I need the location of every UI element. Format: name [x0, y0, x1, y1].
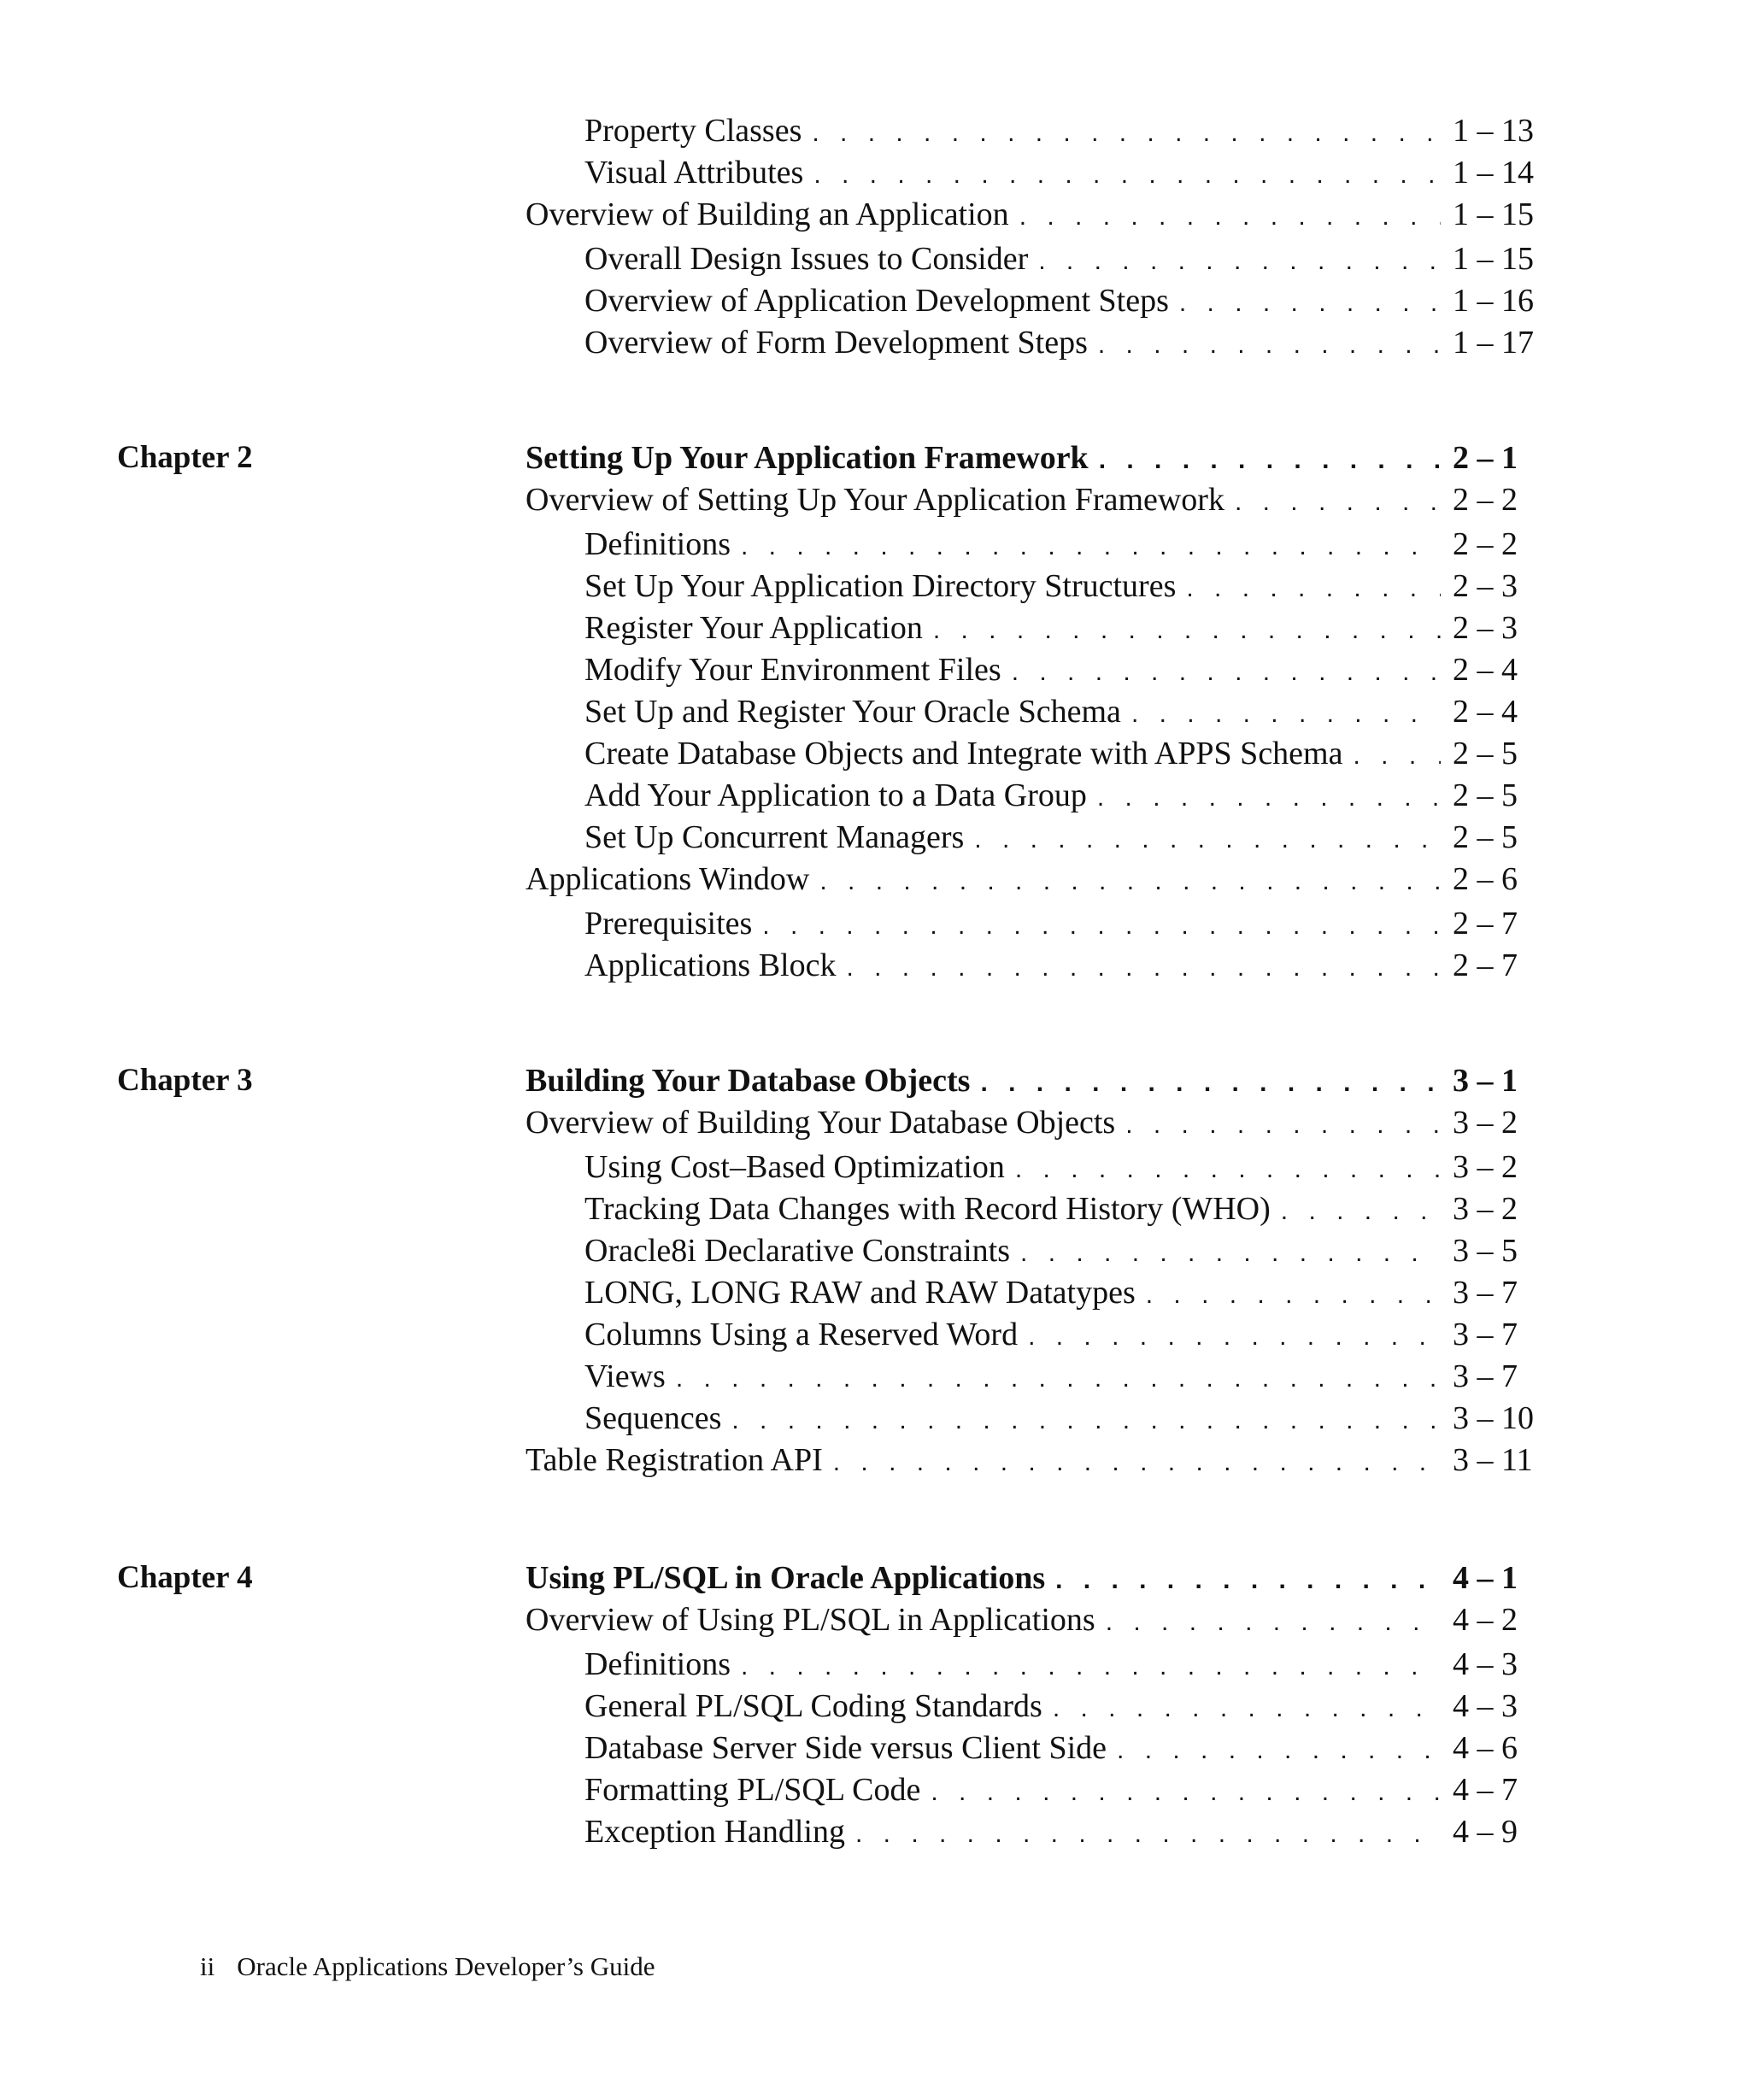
book-title: Oracle Applications Developer’s Guide [237, 1951, 655, 1981]
dot-leader [1131, 693, 1441, 736]
dot-leader [1146, 1274, 1441, 1317]
toc-entry-page: 2 – 4 [1453, 694, 1518, 730]
toc-entry-page: 2 – 3 [1453, 610, 1518, 646]
toc-entry-page: 4 – 7 [1453, 1772, 1518, 1808]
toc-entry[interactable] [584, 1643, 1536, 1686]
dot-leader [1020, 1232, 1441, 1275]
chapter-label: Chapter 2 [117, 440, 253, 475]
dot-leader [1235, 481, 1441, 524]
toc-entry[interactable] [584, 1727, 1536, 1769]
toc-entry-page: 1 – 17 [1453, 325, 1534, 361]
dot-leader [1015, 1148, 1441, 1191]
toc-entry[interactable] [584, 1685, 1536, 1728]
toc-entry-title: Applications Block [584, 947, 837, 983]
toc-entry-page: 2 – 1 [1453, 440, 1518, 476]
toc-entry-title: Database Server Side versus Client Side [584, 1730, 1107, 1766]
dot-leader [1097, 777, 1441, 819]
toc-entry-title: Modify Your Environment Files [584, 652, 1001, 688]
toc-entry-title: Overview of Building Your Database Objects [526, 1105, 1116, 1141]
chapter-label: Chapter 3 [117, 1063, 253, 1098]
toc-entry-title: Exception Handling [584, 1814, 845, 1850]
toc-entry-page: 2 – 3 [1453, 568, 1518, 604]
toc-entry-title: Set Up Your Application Directory Structures [584, 568, 1177, 604]
toc-entry-page: 4 – 2 [1453, 1602, 1518, 1638]
toc-entry[interactable] [584, 151, 1536, 194]
dot-leader [974, 818, 1441, 861]
toc-entry-page: 1 – 14 [1453, 155, 1534, 191]
dot-leader [812, 112, 1441, 155]
dot-leader [1028, 1316, 1441, 1358]
toc-entry-page: 2 – 7 [1453, 906, 1518, 941]
toc-entry-title: General PL/SQL Coding Standards [584, 1688, 1042, 1724]
dot-leader [676, 1358, 1441, 1400]
toc-entry-page: 3 – 7 [1453, 1275, 1518, 1311]
toc-entry[interactable] [584, 238, 1536, 280]
toc-entry-page: 4 – 3 [1453, 1646, 1518, 1682]
toc-entry-title: Property Classes [584, 113, 802, 149]
toc-section-entry[interactable] [526, 1101, 1536, 1144]
dot-leader [933, 609, 1441, 652]
toc-entry[interactable] [584, 816, 1536, 859]
toc-entry-page: 3 – 2 [1453, 1191, 1518, 1227]
toc-entry[interactable] [584, 1313, 1536, 1356]
toc-entry-title: Overview of Application Development Steps [584, 283, 1169, 319]
toc-entry[interactable] [584, 1769, 1536, 1811]
chapter-label: Chapter 4 [117, 1560, 253, 1595]
toc-chapter-title[interactable] [526, 437, 1536, 479]
toc-entry-title: Overview of Setting Up Your Application Framework [526, 482, 1224, 518]
toc-entry-title: Overall Design Issues to Consider [584, 241, 1029, 277]
toc-entry-page: 1 – 15 [1453, 197, 1534, 232]
toc-entry-page: 2 – 5 [1453, 736, 1518, 771]
toc-entry[interactable] [584, 648, 1536, 691]
toc-entry-title: Overview of Using PL/SQL in Applications [526, 1602, 1095, 1638]
dot-leader [1186, 567, 1441, 610]
dot-leader [855, 1813, 1441, 1856]
toc-entry-title: Visual Attributes [584, 155, 804, 191]
toc-entry[interactable] [584, 902, 1536, 945]
dot-leader [741, 1645, 1441, 1688]
dot-leader [819, 860, 1441, 903]
toc-entry[interactable] [584, 1397, 1536, 1440]
toc-section-entry[interactable] [526, 193, 1536, 236]
dot-leader [1019, 196, 1441, 238]
toc-entry-title: Definitions [584, 1646, 731, 1682]
toc-section-entry[interactable] [526, 1439, 1536, 1481]
dot-leader [1038, 240, 1441, 283]
toc-entry-title: Set Up Concurrent Managers [584, 819, 965, 855]
toc-entry-page: 2 – 5 [1453, 819, 1518, 855]
toc-entry-page: 4 – 1 [1453, 1560, 1518, 1596]
toc-entry[interactable] [584, 1271, 1536, 1314]
toc-entry-page: 3 – 11 [1453, 1442, 1533, 1478]
toc-entry-page: 1 – 16 [1453, 283, 1534, 319]
toc-entry-page: 2 – 5 [1453, 777, 1518, 813]
toc-entry-title: Applications Window [526, 861, 810, 897]
toc-entry-title: Views [584, 1358, 666, 1394]
toc-entry-title: Overview of Form Development Steps [584, 325, 1088, 361]
toc-entry[interactable] [584, 1810, 1536, 1853]
toc-entry-page: 4 – 3 [1453, 1688, 1518, 1724]
toc-entry-page: 2 – 7 [1453, 947, 1518, 983]
toc-entry[interactable] [584, 732, 1536, 775]
dot-leader [813, 154, 1441, 197]
toc-entry[interactable] [584, 690, 1536, 733]
toc-entry-page: 4 – 9 [1453, 1814, 1518, 1850]
toc-entry-page: 3 – 7 [1453, 1358, 1518, 1394]
dot-leader [931, 1771, 1441, 1814]
toc-entry-page: 2 – 4 [1453, 652, 1518, 688]
dot-leader [1098, 324, 1441, 367]
toc-entry-title: Tracking Data Changes with Record History (WHO) [584, 1191, 1271, 1227]
toc-entry-title: Formatting PL/SQL Code [584, 1772, 921, 1808]
page-footer [200, 1948, 655, 1986]
toc-section-entry[interactable] [526, 858, 1536, 900]
dot-leader [762, 905, 1441, 947]
toc-entry-page: 3 – 2 [1453, 1149, 1518, 1185]
toc-entry[interactable] [584, 1188, 1536, 1230]
toc-entry-page: 4 – 6 [1453, 1730, 1518, 1766]
toc-entry-title: Register Your Application [584, 610, 923, 646]
toc-entry[interactable] [584, 1355, 1536, 1398]
toc-entry-title: Oracle8i Declarative Constraints [584, 1233, 1011, 1269]
toc-entry[interactable] [584, 565, 1536, 607]
toc-entry[interactable] [584, 607, 1536, 649]
toc-entry-title: Add Your Application to a Data Group [584, 777, 1087, 813]
toc-entry[interactable] [584, 109, 1536, 152]
toc-entry-page: 2 – 6 [1453, 861, 1518, 897]
toc-section-entry[interactable] [526, 478, 1536, 521]
toc-entry-page: 3 – 7 [1453, 1317, 1518, 1352]
dot-leader [1125, 1104, 1441, 1147]
toc-entry-page: 2 – 2 [1453, 526, 1518, 562]
toc-section-entry[interactable] [526, 1598, 1536, 1641]
toc-entry-page: 2 – 2 [1453, 482, 1518, 518]
dot-leader [980, 1062, 1441, 1105]
dot-leader [846, 947, 1441, 989]
toc-entry-title: Using Cost–Based Optimization [584, 1149, 1005, 1185]
dot-leader [741, 525, 1441, 568]
toc-entry-title: Setting Up Your Application Framework [526, 440, 1089, 476]
dot-leader [1179, 282, 1441, 325]
toc-entry-title: Prerequisites [584, 906, 753, 941]
toc-entry-title: Create Database Objects and Integrate with APPS Schema [584, 736, 1343, 771]
dot-leader [1055, 1559, 1441, 1602]
toc-chapter-title[interactable] [526, 1557, 1536, 1599]
toc-entry-page: 1 – 13 [1453, 113, 1534, 149]
toc-entry-title: Table Registration API [526, 1442, 823, 1478]
dot-leader [1353, 735, 1441, 777]
toc-entry[interactable] [584, 1229, 1536, 1272]
dot-leader [1117, 1729, 1441, 1772]
toc-entry[interactable] [584, 774, 1536, 817]
toc-entry-title: Columns Using a Reserved Word [584, 1317, 1019, 1352]
toc-entry[interactable] [584, 1146, 1536, 1188]
toc-entry[interactable] [584, 944, 1536, 987]
toc-entry[interactable] [584, 523, 1536, 566]
dot-leader [731, 1399, 1441, 1442]
toc-entry-page: 3 – 1 [1453, 1063, 1518, 1099]
toc-entry[interactable] [584, 321, 1536, 364]
toc-entry-title: Sequences [584, 1400, 722, 1436]
dot-leader [1106, 1601, 1441, 1644]
page-number: ii [200, 1951, 215, 1981]
toc-entry-page: 3 – 5 [1453, 1233, 1518, 1269]
dot-leader [1281, 1190, 1441, 1233]
toc-entry-title: Overview of Building an Application [526, 197, 1009, 232]
toc-entry-page: 3 – 10 [1453, 1400, 1534, 1436]
toc-entry-page: 1 – 15 [1453, 241, 1534, 277]
toc-entry-title: Definitions [584, 526, 731, 562]
toc-chapter-title[interactable] [526, 1059, 1536, 1102]
toc-entry-page: 3 – 2 [1453, 1105, 1518, 1141]
dot-leader [833, 1441, 1441, 1484]
toc-entry-title: LONG, LONG RAW and RAW Datatypes [584, 1275, 1136, 1311]
toc-entry[interactable] [584, 279, 1536, 322]
dot-leader [1099, 439, 1441, 482]
dot-leader [1053, 1687, 1441, 1730]
toc-entry-title: Set Up and Register Your Oracle Schema [584, 694, 1121, 730]
dot-leader [1012, 651, 1441, 694]
toc-entry-title: Building Your Database Objects [526, 1063, 971, 1099]
toc-entry-title: Using PL/SQL in Oracle Applications [526, 1560, 1046, 1596]
